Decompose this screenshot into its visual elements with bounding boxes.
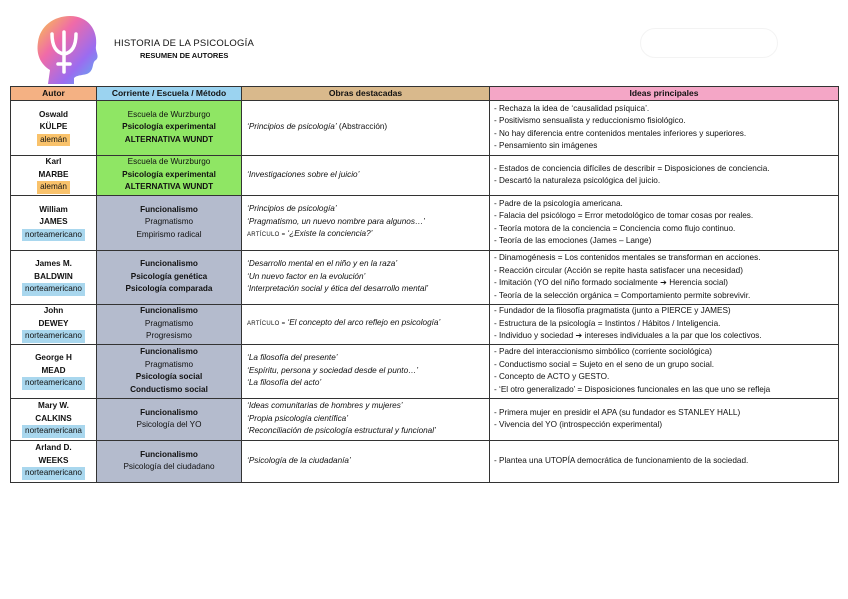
ideas-cell — [490, 304, 839, 344]
idea-line: - Padre del interaccionismo simbólico (corriente sociológica) — [494, 347, 712, 356]
obra-line — [247, 121, 489, 134]
obra-title: ‘La filosofía del presente’ — [247, 353, 338, 363]
ideas-cell — [490, 155, 839, 195]
corriente-cell — [97, 344, 242, 398]
idea-line: - Vivencia del YO (introspección experimental) — [494, 420, 663, 429]
obra-line — [247, 228, 489, 242]
corriente-cell — [97, 250, 242, 304]
column-header-obras: Obras destacadas — [242, 87, 490, 101]
autor-name-line: JAMES — [39, 217, 68, 227]
ideas-cell — [490, 250, 839, 304]
autor-name-line: BALDWIN — [34, 271, 73, 281]
idea-line: - No hay diferencia entre contenidos mentales inferiores y superiores. — [494, 128, 747, 138]
corriente-line: Psicología genética — [130, 271, 208, 281]
obra-line — [247, 365, 489, 378]
corriente-cell — [97, 195, 242, 250]
obra-title: ‘Pragmatismo, un nuevo nombre para algunos…’ — [247, 216, 425, 226]
articulo-prefix: ARTÍCULO = — [247, 321, 288, 328]
autor-name-line: William — [39, 204, 68, 214]
corriente-line: Psicología experimental — [122, 122, 216, 132]
obra-title: ‘Ideas comunitarias de hombres y mujeres’ — [247, 401, 403, 411]
autor-cell — [11, 304, 97, 344]
obras-cell — [242, 100, 490, 155]
corriente-line: Empirismo radical — [136, 229, 202, 239]
corriente-cell — [97, 155, 242, 195]
obra-title: ‘Espíritu, persona y sociedad desde el punto…’ — [247, 365, 419, 375]
obras-cell — [242, 304, 490, 344]
autor-cell — [11, 250, 97, 304]
corriente-line: Pragmatismo — [144, 217, 194, 227]
autor-name-line: Arland D. — [35, 443, 72, 453]
ideas-cell — [490, 398, 839, 440]
corriente-cell — [97, 398, 242, 440]
obra-title: ‘Un nuevo factor en la evolución’ — [247, 271, 366, 281]
obra-line — [247, 271, 489, 284]
column-header-corriente: Corriente / Escuela / Método — [97, 87, 242, 101]
autor-cell — [11, 195, 97, 250]
obras-cell — [242, 195, 490, 250]
autor-name-line: CALKINS — [35, 413, 72, 423]
obra-title: ‘La filosofía del acto’ — [247, 378, 322, 388]
table-row — [11, 100, 839, 155]
obra-title: ‘¿Existe la conciencia?’ — [287, 229, 373, 239]
authors-table — [10, 86, 839, 483]
ideas-cell — [490, 440, 839, 482]
ideas-cell — [490, 100, 839, 155]
idea-line: - Individuo y sociedad ➔ intereses individuales a la par que los colectivos. — [494, 331, 762, 341]
corriente-line: Pragmatismo — [144, 359, 194, 369]
table-row — [11, 155, 839, 195]
obras-cell — [242, 155, 490, 195]
corriente-line: Escuela de Wurzburgo — [127, 157, 211, 167]
corriente-line: Funcionalismo — [140, 259, 198, 269]
corriente-line: ALTERNATIVA WUNDT — [124, 182, 214, 192]
autor-name-line: DEWEY — [38, 318, 69, 328]
idea-line: - Positivismo sensualista y reduccionismo fisiológico. — [494, 116, 686, 125]
idea-line: - Padre de la psicología americana. — [494, 198, 623, 208]
autor-name-line: John — [43, 306, 64, 316]
obra-line — [247, 400, 489, 413]
obras-cell — [242, 344, 490, 398]
corriente-line: ALTERNATIVA WUNDT — [124, 134, 214, 144]
autor-name-line: George H — [35, 353, 72, 363]
autor-name-line: Oswald — [38, 109, 69, 119]
corriente-line: Psicología comparada — [125, 284, 213, 294]
nationality-badge: norteamericano — [22, 229, 85, 242]
document-subtitle: RESUMEN DE AUTORES — [140, 51, 229, 60]
idea-line: - Concepto de ACTO y GESTO. — [494, 372, 610, 381]
table-header-row — [11, 87, 839, 101]
nationality-badge: norteamericano — [22, 467, 85, 480]
obra-title: ‘Propia psicología científica’ — [247, 413, 349, 423]
idea-line: - Conductismo social = Sujeto en el seno de un grupo social. — [494, 359, 715, 369]
obras-cell — [242, 440, 490, 482]
obra-extra: (Abstracción) — [336, 122, 388, 132]
idea-line: - ‘El otro generalizado’ = Disposiciones funcionales en las que uno se refleja — [494, 384, 771, 394]
autor-cell — [11, 398, 97, 440]
obra-title: ‘Investigaciones sobre el juicio’ — [247, 169, 360, 179]
ideas-cell — [490, 195, 839, 250]
corriente-line: Psicología del ciudadano — [123, 462, 215, 471]
obra-title: ‘Interpretación social y ética del desarrollo mental’ — [247, 284, 429, 294]
corriente-line: Funcionalismo — [140, 407, 198, 417]
corriente-line: Escuela de Wurzburgo — [127, 109, 211, 119]
table-row — [11, 398, 839, 440]
corriente-line: Pragmatismo — [144, 318, 194, 328]
idea-line: - Primera mujer en presidir el APA (su fundador es STANLEY HALL) — [494, 407, 741, 417]
idea-line: - Imitación (YO del niño formado socialmente ➔ Herencia social) — [494, 278, 728, 287]
idea-line: - Pensamiento sin imágenes — [494, 141, 598, 150]
obra-title: ‘Reconciliación de psicología estructural y funcional’ — [247, 426, 436, 436]
idea-line: - Falacia del psicólogo = Error metodológico de tomar cosas por reales. — [494, 211, 754, 220]
corriente-line: Psicología del YO — [136, 420, 202, 429]
corriente-line: Funcionalismo — [140, 306, 198, 316]
idea-line: - Plantea una UTOPÍA democrática de funcionamiento de la sociedad. — [494, 455, 749, 465]
obra-line — [247, 455, 489, 468]
corriente-cell — [97, 304, 242, 344]
obra-line — [247, 377, 489, 390]
obra-line — [247, 425, 489, 438]
idea-line: - Teoría motora de la conciencia = Conciencia como flujo continuo. — [494, 223, 736, 233]
psychology-logo-icon — [30, 12, 102, 84]
obra-line — [247, 258, 489, 271]
autor-name-line: Mary W. — [38, 401, 69, 411]
idea-line: - Teoría de las emociones (James – Lange) — [494, 236, 652, 245]
autor-cell — [11, 440, 97, 482]
corriente-cell — [97, 100, 242, 155]
obra-line — [247, 352, 489, 365]
obra-title: ‘Principios de psicología’ — [247, 204, 337, 214]
table-row — [11, 195, 839, 250]
nationality-badge: alemán — [37, 134, 70, 147]
articulo-prefix: ARTÍCULO = — [247, 232, 288, 239]
obra-title: ‘El concepto del arco reflejo en psicología’ — [287, 318, 441, 328]
idea-line: - Descartó la naturaleza psicológica del juicio. — [494, 176, 661, 185]
table-row — [11, 344, 839, 398]
corriente-line: Psicología social — [135, 372, 203, 381]
obra-title: ‘Psicología de la ciudadanía’ — [247, 455, 351, 465]
obras-cell — [242, 250, 490, 304]
table-row — [11, 440, 839, 482]
nationality-badge: norteamericano — [22, 377, 85, 390]
obra-line — [247, 203, 489, 216]
table-row — [11, 304, 839, 344]
obra-line — [247, 216, 489, 229]
corriente-line: Psicología experimental — [122, 169, 216, 179]
corriente-line: Funcionalismo — [140, 204, 198, 214]
obra-title: ‘Desarrollo mental en el niño y en la raza’ — [247, 259, 398, 269]
idea-line: - Estados de conciencia difíciles de describir = Disposiciones de conciencia. — [494, 163, 770, 173]
document-title: HISTORIA DE LA PSICOLOGÍA — [114, 38, 254, 49]
obra-title: ‘Principios de psicología’ — [247, 122, 337, 132]
column-header-autor: Autor — [11, 87, 97, 101]
autor-name-line: Karl — [45, 157, 62, 167]
autor-cell — [11, 155, 97, 195]
autor-name-line: MEAD — [41, 365, 66, 375]
autor-cell — [11, 100, 97, 155]
column-header-ideas: Ideas principales — [490, 87, 839, 101]
idea-line: - Reacción circular (Acción se repite hasta satisfacer una necesidad) — [494, 265, 743, 275]
nationality-badge: norteamericano — [22, 330, 85, 343]
nationality-badge: norteamericano — [22, 283, 85, 296]
idea-line: - Dinamogénesis = Los contenidos mentales se transforman en acciones. — [494, 253, 761, 262]
autor-name-line: James M. — [35, 259, 72, 269]
autor-name-line: WEEKS — [38, 455, 69, 465]
obra-line — [247, 169, 489, 182]
nationality-badge: alemán — [37, 181, 70, 194]
autor-cell — [11, 344, 97, 398]
idea-line: - Rechaza la idea de ‘causalidad psíquica’. — [494, 103, 650, 113]
idea-line: - Fundador de la filosofía pragmatista (junto a PIERCE y JAMES) — [494, 306, 731, 316]
obras-cell — [242, 398, 490, 440]
table-row — [11, 250, 839, 304]
idea-line: - Estructura de la psicología = Instintos / Hábitos / Inteligencia. — [494, 318, 721, 328]
obra-line — [247, 413, 489, 426]
autor-name-line: MARBE — [38, 169, 69, 179]
autor-name-line: KÜLPE — [39, 122, 68, 132]
obra-line — [247, 317, 489, 331]
ideas-cell — [490, 344, 839, 398]
nationality-badge: norteamericana — [22, 425, 85, 438]
corriente-line: Funcionalismo — [140, 449, 198, 459]
obra-line — [247, 283, 489, 296]
faint-watermark-shape — [640, 28, 778, 58]
corriente-line: Progresismo — [146, 331, 192, 341]
corriente-line: Funcionalismo — [140, 347, 198, 356]
corriente-cell — [97, 440, 242, 482]
idea-line: - Teoría de la selección orgánica = Comportamiento permite sobrevivir. — [494, 290, 751, 300]
corriente-line: Conductismo social — [130, 384, 208, 394]
